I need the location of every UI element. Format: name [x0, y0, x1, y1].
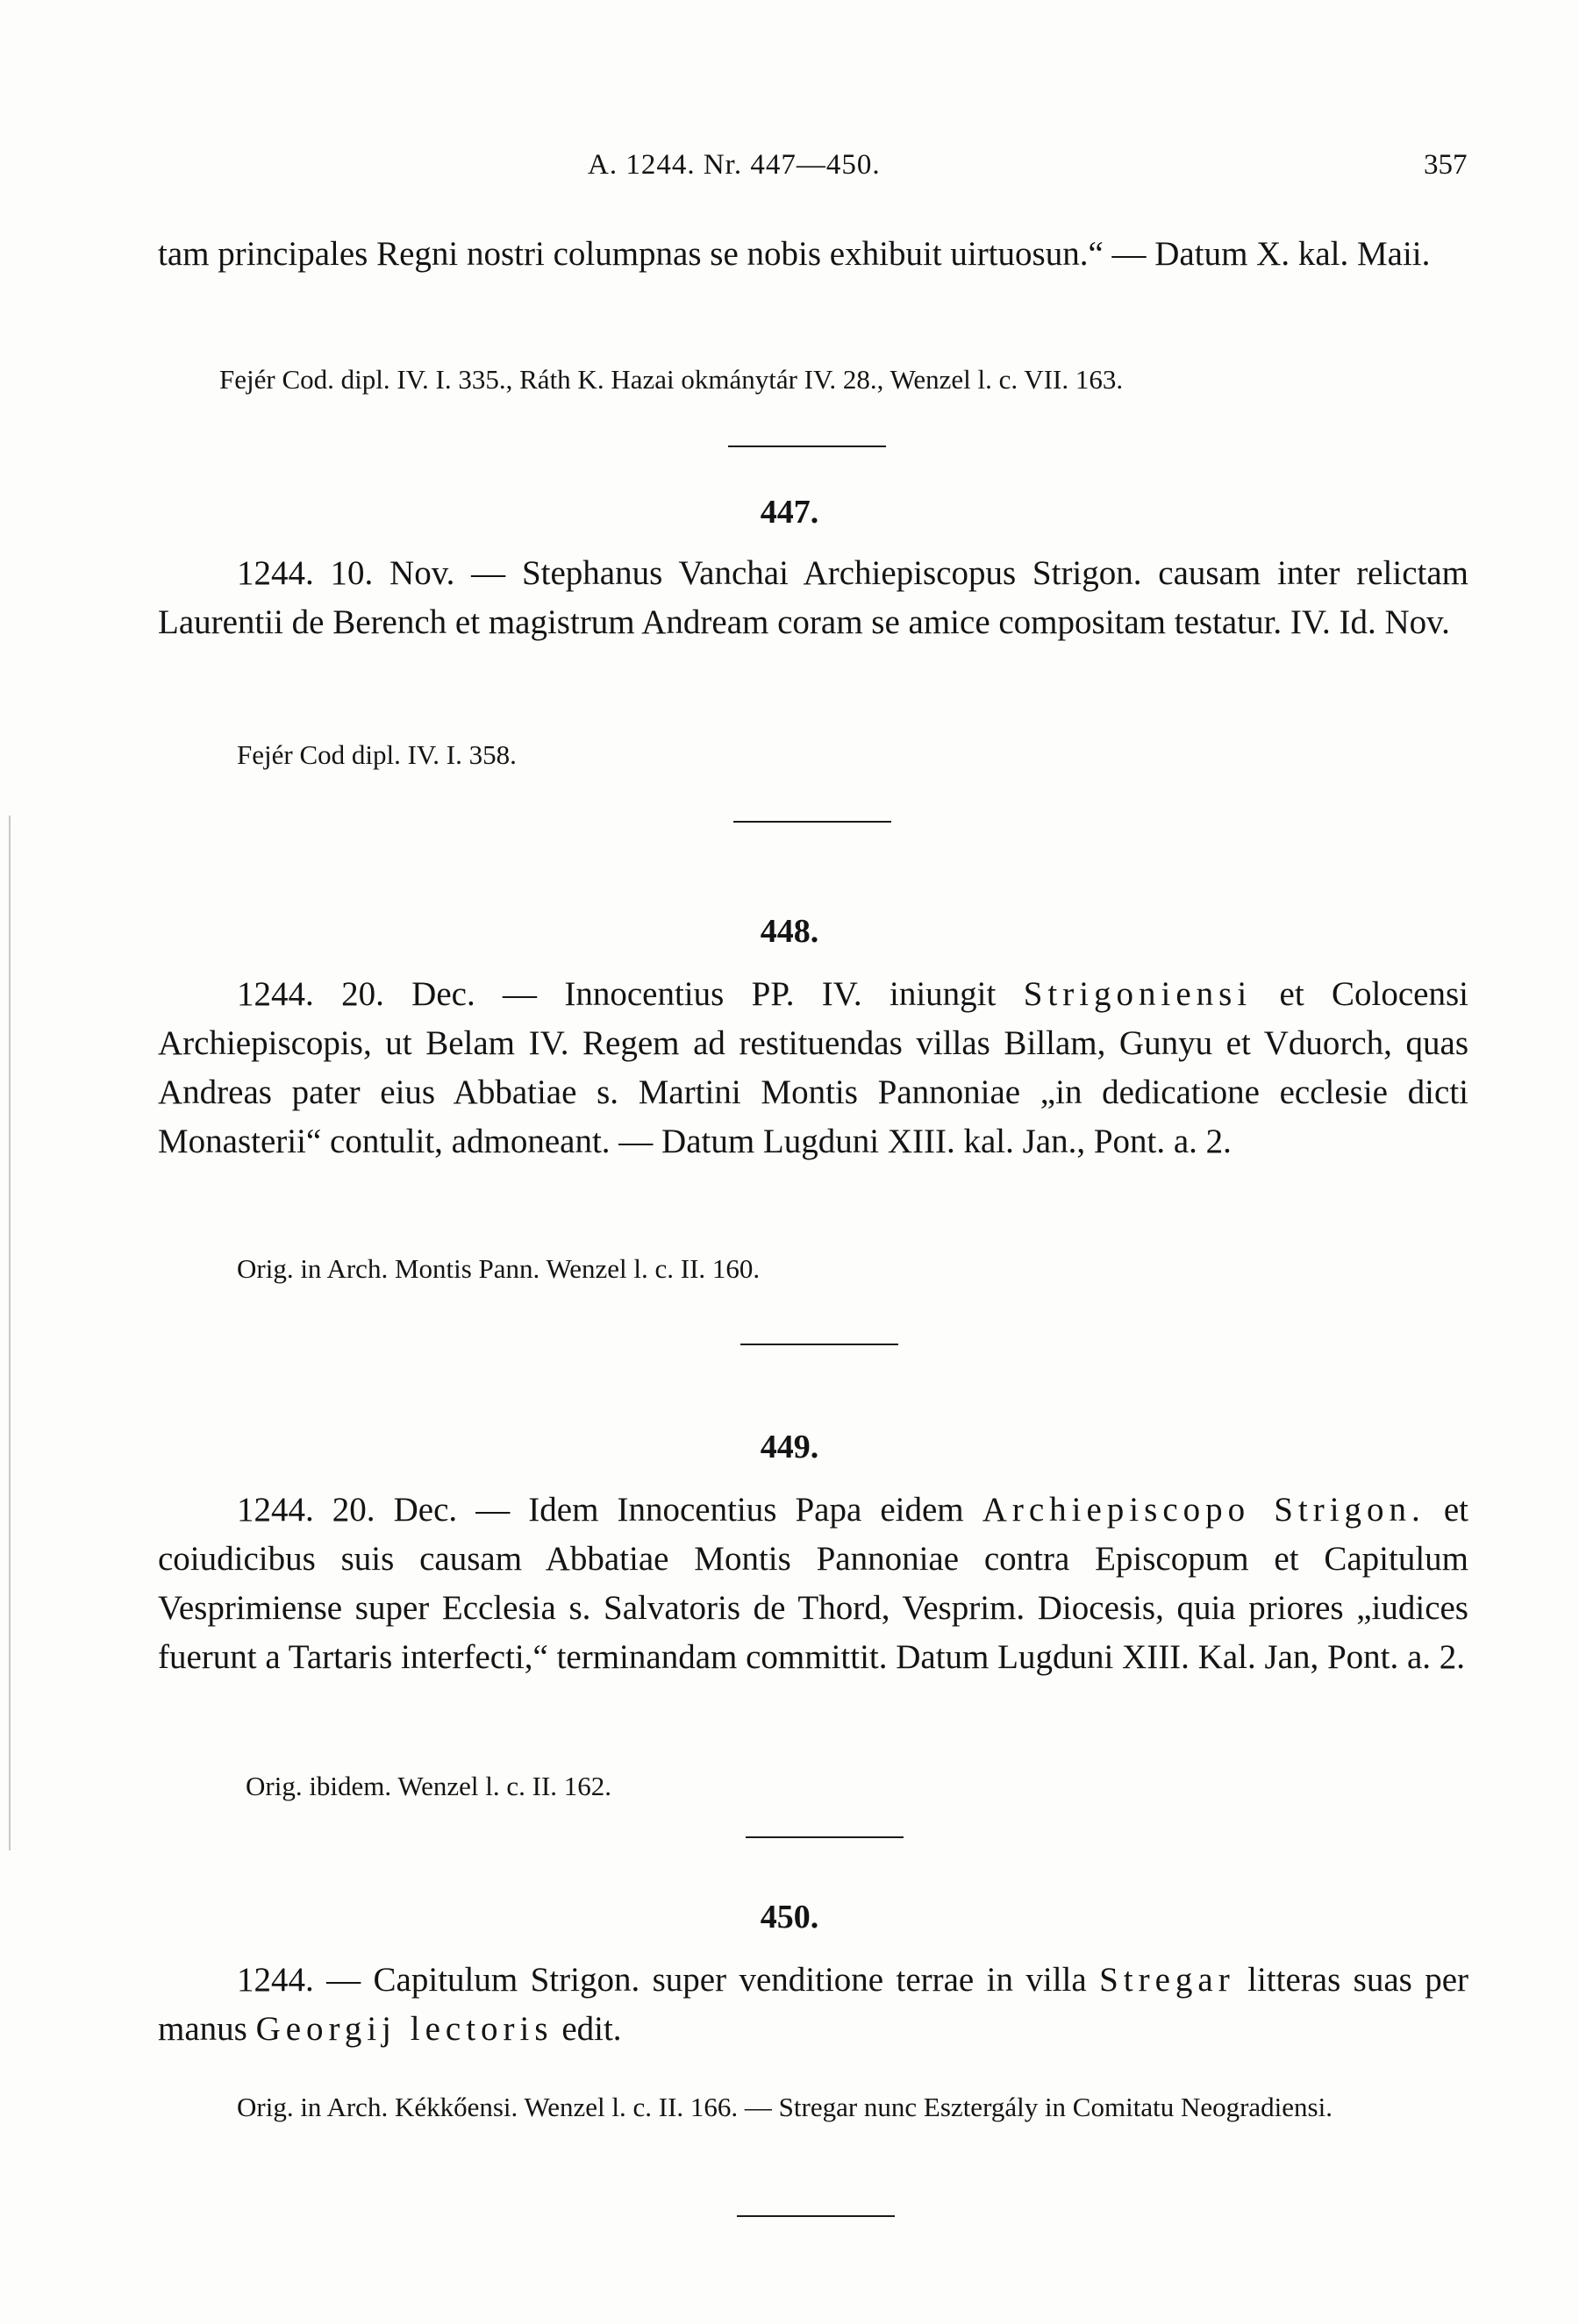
entry-text-449-part-b: et coiudicibus suis causam Abbatiae Montis Pannoniae contra Episcopum et Capitulum Vesprimiense super Ecclesia s. Salvatoris de Thord, Vesprim. Diocesis, quia priores „iudices fuerunt a Tartaris interfecti,“ terminandam committit. Datum Lugduni XIII. Kal. Jan, Pont. a. 2. [158, 1491, 1469, 1676]
divider [746, 1836, 904, 1838]
entry-text-449 [158, 1486, 1468, 1682]
entry-text-448-part-b: et Colocensi Archiepiscopis, ut Belam IV. Regem ad restituendas villas Billam, Gunyu et Vduorch, quas Andreas pater eius Abbatiae s. Martini Montis Pannoniae „in dedicatione ecclesie dicti Monasterii“ contulit, admoneant. — Datum Lugduni XIII. kal. Jan., Pont. a. 2. [158, 975, 1469, 1160]
entry-number-447: 447. [760, 494, 819, 531]
entry-source-449: Orig. ibidem. Wenzel l. c. II. 162. [246, 1771, 612, 1801]
entry-text-449-part-a: 1244. 20. Dec. — Idem Innocentius Papa eidem [237, 1491, 964, 1529]
entry-text-448-spaced: Strigoniensi [1023, 975, 1253, 1013]
entry-number-448: 448. [760, 913, 819, 950]
entry-text-450-spaced-1: Stregar [1099, 1961, 1235, 1999]
entry-text-450-part-c: edit. [561, 2010, 622, 2048]
entry-text-450-part-a: 1244. — Capitulum Strigon. super venditione terrae in villa [237, 1961, 1087, 1999]
entry-source-448: Orig. in Arch. Montis Pann. Wenzel l. c. II. 160. [237, 1253, 761, 1284]
entry-text-450-part-b: litteras suas per manus [158, 1961, 1469, 2048]
divider [740, 1344, 898, 1345]
page-number: 357 [1424, 149, 1468, 181]
entry-text-448 [158, 970, 1468, 1166]
entry-source-447: Fejér Cod dipl. IV. I. 358. [237, 739, 517, 770]
intro-paragraph: tam principales Regni nostri columpnas se nobis exhibuit uirtuosun.“ — Datum X. kal. Maii. [158, 235, 1431, 273]
entry-text-449-spaced: Archiepiscopo Strigon. [982, 1491, 1425, 1529]
running-title: A. 1244. Nr. 447—450. [588, 149, 881, 181]
entry-number-450: 450. [760, 1899, 819, 1935]
divider [733, 821, 891, 823]
entry-number-449: 449. [760, 1429, 819, 1465]
divider [737, 2215, 895, 2217]
divider [728, 446, 886, 447]
page-header [0, 149, 1579, 193]
entry-source-450: Orig. in Arch. Kékkőensi. Wenzel l. c. II. 166. — Stregar nunc Esztergály in Comitatu Neogradiensi. [237, 2092, 1333, 2122]
entry-text-450 [158, 1956, 1468, 2054]
intro-source: Fejér Cod. dipl. IV. I. 335., Ráth K. Hazai okmánytár IV. 28., Wenzel l. c. VII. 163. [219, 364, 1124, 395]
entry-text-448-part-a: 1244. 20. Dec. — Innocentius PP. IV. iniungit [237, 975, 997, 1013]
page-edge-shadow [9, 816, 11, 1850]
entry-text-450-spaced-2: Georgij lectoris [255, 2010, 554, 2048]
entry-text-447: 1244. 10. Nov. — Stephanus Vanchai Archiepiscopus Strigon. causam inter relictam Laurentii de Berench et magistrum Andream coram se amice compositam testatur. IV. Id. Nov. [158, 554, 1468, 641]
